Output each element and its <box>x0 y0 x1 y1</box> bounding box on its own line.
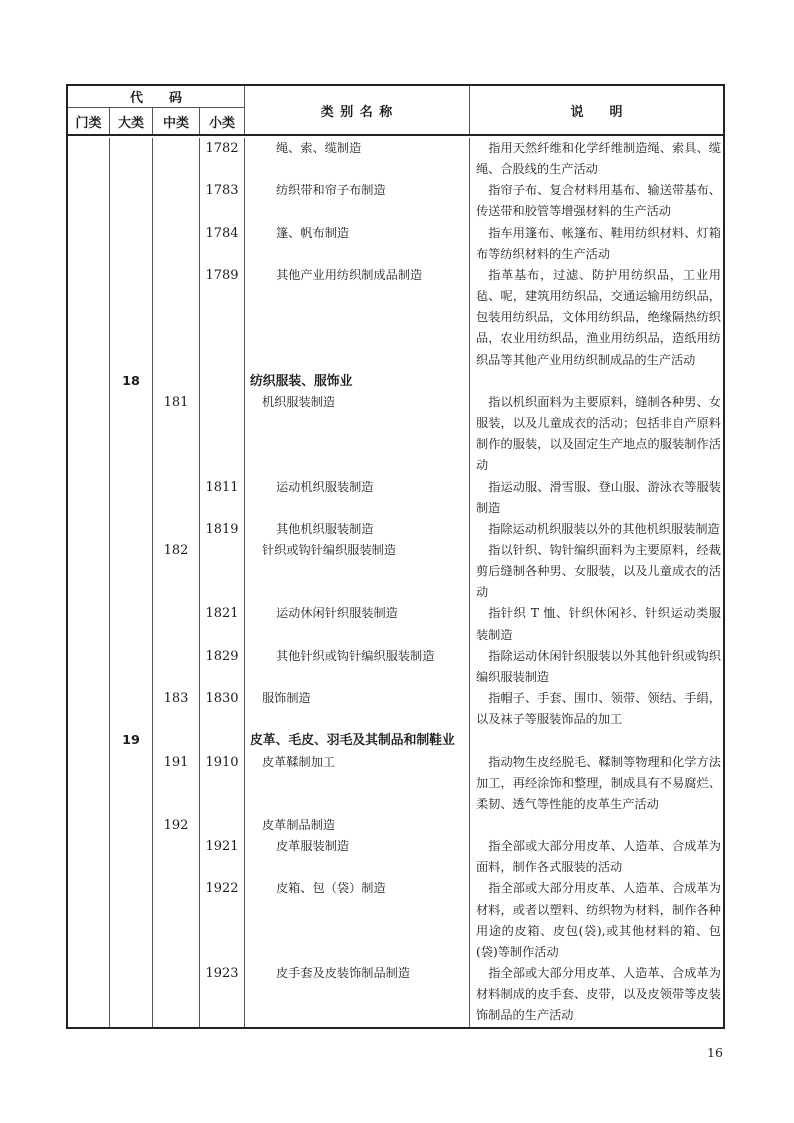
xiaolei-code: 1910 <box>200 752 245 815</box>
xiaolei-code <box>200 730 245 751</box>
category-description: 指除运动休闲针织服装以外其他针织或钩织编织服装制造 <box>476 648 721 684</box>
menlei-code <box>68 265 110 371</box>
dalei-code <box>110 688 153 730</box>
menlei-code <box>68 836 110 878</box>
menlei-code <box>68 371 110 392</box>
dalei-code <box>110 603 153 645</box>
category-name: 服饰制造 <box>245 688 470 730</box>
category-name: 运动休闲针织服装制造 <box>245 603 470 645</box>
category-description: 指以针织、钩针编织面料为主要原料，经裁剪后缝制各种男、女服装，以及儿童成衣的活动 <box>476 542 721 600</box>
category-name: 篷、帆布制造 <box>245 223 470 265</box>
zhonglei-code <box>153 180 200 222</box>
xiaolei-code: 1819 <box>200 519 245 540</box>
header-menlei: 门类 <box>68 108 110 134</box>
table-row <box>68 836 723 878</box>
zhonglei-code <box>153 265 200 371</box>
category-name: 针织或钩针编织服装制造 <box>245 540 470 603</box>
menlei-code <box>68 603 110 645</box>
dalei-code <box>110 477 153 519</box>
category-name: 运动机织服装制造 <box>245 477 470 519</box>
menlei-code <box>68 730 110 751</box>
classification-table <box>66 84 725 1029</box>
table-row <box>68 180 723 222</box>
menlei-code <box>68 646 110 688</box>
zhonglei-code <box>153 371 200 392</box>
header-zhonglei: 中类 <box>153 108 200 134</box>
category-description: 指除运动机织服装以外的其他机织服装制造 <box>488 521 720 536</box>
zhonglei-code <box>153 963 200 1026</box>
header-code-group: 代 码 <box>68 86 245 108</box>
menlei-code <box>68 519 110 540</box>
category-description: 指车用篷布、帐篷布、鞋用纺织材料、灯箱布等纺织材料的生产活动 <box>476 225 721 261</box>
menlei-code <box>68 138 110 180</box>
table-row <box>68 477 723 519</box>
xiaolei-code <box>200 371 245 392</box>
table-row <box>68 392 723 477</box>
menlei-code <box>68 878 110 963</box>
table-row <box>68 603 723 645</box>
xiaolei-code: 1789 <box>200 265 245 371</box>
dalei-code <box>110 265 153 371</box>
zhonglei-code: 192 <box>153 815 200 836</box>
dalei-code <box>110 815 153 836</box>
category-description: 指全部或大部分用皮革、人造革、合成革为材料制成的皮手套、皮带，以及皮领带等皮装饰制品的生产活动 <box>476 966 721 1023</box>
category-description: 指运动服、滑雪服、登山服、游泳衣等服装制造 <box>476 479 721 515</box>
dalei-code: 18 <box>110 371 153 392</box>
category-description: 指全部或大部分用皮革、人造革、合成革为材料，或者以塑料、纺织物为材料，制作各种用途的皮箱、皮包(袋),或其他材料的箱、包(袋)等制作活动 <box>476 881 721 959</box>
table-body <box>68 136 723 1027</box>
xiaolei-code: 1782 <box>200 138 245 180</box>
xiaolei-code: 1830 <box>200 688 245 730</box>
zhonglei-code <box>153 646 200 688</box>
category-description: 指全部或大部分用皮革、人造革、合成革为面料，制作各式服装的活动 <box>476 839 721 875</box>
table-row <box>68 963 723 1026</box>
menlei-code <box>68 963 110 1026</box>
category-name: 皮革鞣制加工 <box>245 752 470 815</box>
category-description: 指用天然纤维和化学纤维制造绳、索具、缆绳、合股线的生产活动 <box>476 141 721 177</box>
table-row <box>68 815 723 836</box>
category-name: 皮革、毛皮、羽毛及其制品和制鞋业 <box>245 730 470 751</box>
category-name: 其他针织或钩针编织服装制造 <box>245 646 470 688</box>
header-category-name: 类 别 名 称 <box>245 86 470 134</box>
table-row <box>68 688 723 730</box>
header-xiaolei: 小类 <box>200 108 245 134</box>
zhonglei-code <box>153 138 200 180</box>
table-row <box>68 519 723 540</box>
table-row <box>68 878 723 963</box>
xiaolei-code: 1821 <box>200 603 245 645</box>
menlei-code <box>68 180 110 222</box>
category-name: 皮革制品制造 <box>245 815 470 836</box>
xiaolei-code: 1829 <box>200 646 245 688</box>
zhonglei-code <box>153 836 200 878</box>
category-name: 其他机织服装制造 <box>245 519 470 540</box>
dalei-code <box>110 392 153 477</box>
table-row <box>68 540 723 603</box>
category-name: 绳、索、缆制造 <box>245 138 470 180</box>
header-description: 说 明 <box>570 104 623 120</box>
dalei-code <box>110 836 153 878</box>
category-name: 纺织带和帘子布制造 <box>245 180 470 222</box>
table-row <box>68 730 723 751</box>
table-row <box>68 138 723 180</box>
category-description: 指以机织面料为主要原料，缝制各种男、女服装，以及儿童成衣的活动；包括非自产原料制作的服装，以及固定生产地点的服装制作活动 <box>476 394 721 473</box>
zhonglei-code <box>153 603 200 645</box>
menlei-code <box>68 688 110 730</box>
xiaolei-code: 1811 <box>200 477 245 519</box>
xiaolei-code <box>200 815 245 836</box>
dalei-code <box>110 180 153 222</box>
table-row <box>68 223 723 265</box>
dalei-code <box>110 752 153 815</box>
dalei-code: 19 <box>110 730 153 751</box>
category-description <box>470 815 723 836</box>
category-description: 指帘子布、复合材料用基布、输送带基布、传送带和胶管等增强材料的生产活动 <box>476 183 721 219</box>
menlei-code <box>68 540 110 603</box>
zhonglei-code <box>153 477 200 519</box>
menlei-code <box>68 752 110 815</box>
category-name: 皮手套及皮装饰制品制造 <box>245 963 470 1026</box>
zhonglei-code: 191 <box>153 752 200 815</box>
category-name: 机织服装制造 <box>245 392 470 477</box>
zhonglei-code <box>153 223 200 265</box>
menlei-code <box>68 815 110 836</box>
menlei-code <box>68 392 110 477</box>
menlei-code <box>68 223 110 265</box>
dalei-code <box>110 223 153 265</box>
zhonglei-code: 181 <box>153 392 200 477</box>
category-description: 指帽子、手套、围巾、领带、领结、手绢，以及袜子等服装饰品的加工 <box>476 691 721 727</box>
xiaolei-code <box>200 540 245 603</box>
zhonglei-code <box>153 730 200 751</box>
zhonglei-code: 182 <box>153 540 200 603</box>
category-name: 皮箱、包（袋）制造 <box>245 878 470 963</box>
table-row <box>68 265 723 371</box>
xiaolei-code: 1921 <box>200 836 245 878</box>
header-dalei: 大类 <box>110 108 153 134</box>
dalei-code <box>110 540 153 603</box>
table-header <box>68 86 723 136</box>
table-row <box>68 646 723 688</box>
zhonglei-code <box>153 519 200 540</box>
category-name: 其他产业用纺织制成品制造 <box>245 265 470 371</box>
zhonglei-code <box>153 878 200 963</box>
dalei-code <box>110 519 153 540</box>
dalei-code <box>110 878 153 963</box>
category-description <box>470 371 723 392</box>
category-description: 指革基布，过滤、防护用纺织品，工业用毡、呢，建筑用纺织品，交通运输用纺织品，包装用纺织品，文体用纺织品，绝缘隔热纺织品，农业用纺织品，渔业用纺织品，造纸用纺织品等其他产业用纺织制成品的生产活动 <box>476 267 721 367</box>
category-description <box>470 730 723 751</box>
dalei-code <box>110 646 153 688</box>
xiaolei-code <box>200 392 245 477</box>
xiaolei-code: 1783 <box>200 180 245 222</box>
page-number: 16 <box>707 1045 723 1060</box>
zhonglei-code: 183 <box>153 688 200 730</box>
xiaolei-code: 1923 <box>200 963 245 1026</box>
category-name: 纺织服装、服饰业 <box>245 371 470 392</box>
xiaolei-code: 1922 <box>200 878 245 963</box>
dalei-code <box>110 963 153 1026</box>
category-description: 指针织 T 恤、针织休闲衫、针织运动类服装制造 <box>476 606 721 642</box>
category-description: 指动物生皮经脱毛、鞣制等物理和化学方法加工，再经涂饰和整理，制成具有不易腐烂、柔韧、透气等性能的皮革生产活动 <box>476 754 721 811</box>
table-row <box>68 371 723 392</box>
menlei-code <box>68 477 110 519</box>
dalei-code <box>110 138 153 180</box>
category-name: 皮革服装制造 <box>245 836 470 878</box>
table-row <box>68 752 723 815</box>
xiaolei-code: 1784 <box>200 223 245 265</box>
